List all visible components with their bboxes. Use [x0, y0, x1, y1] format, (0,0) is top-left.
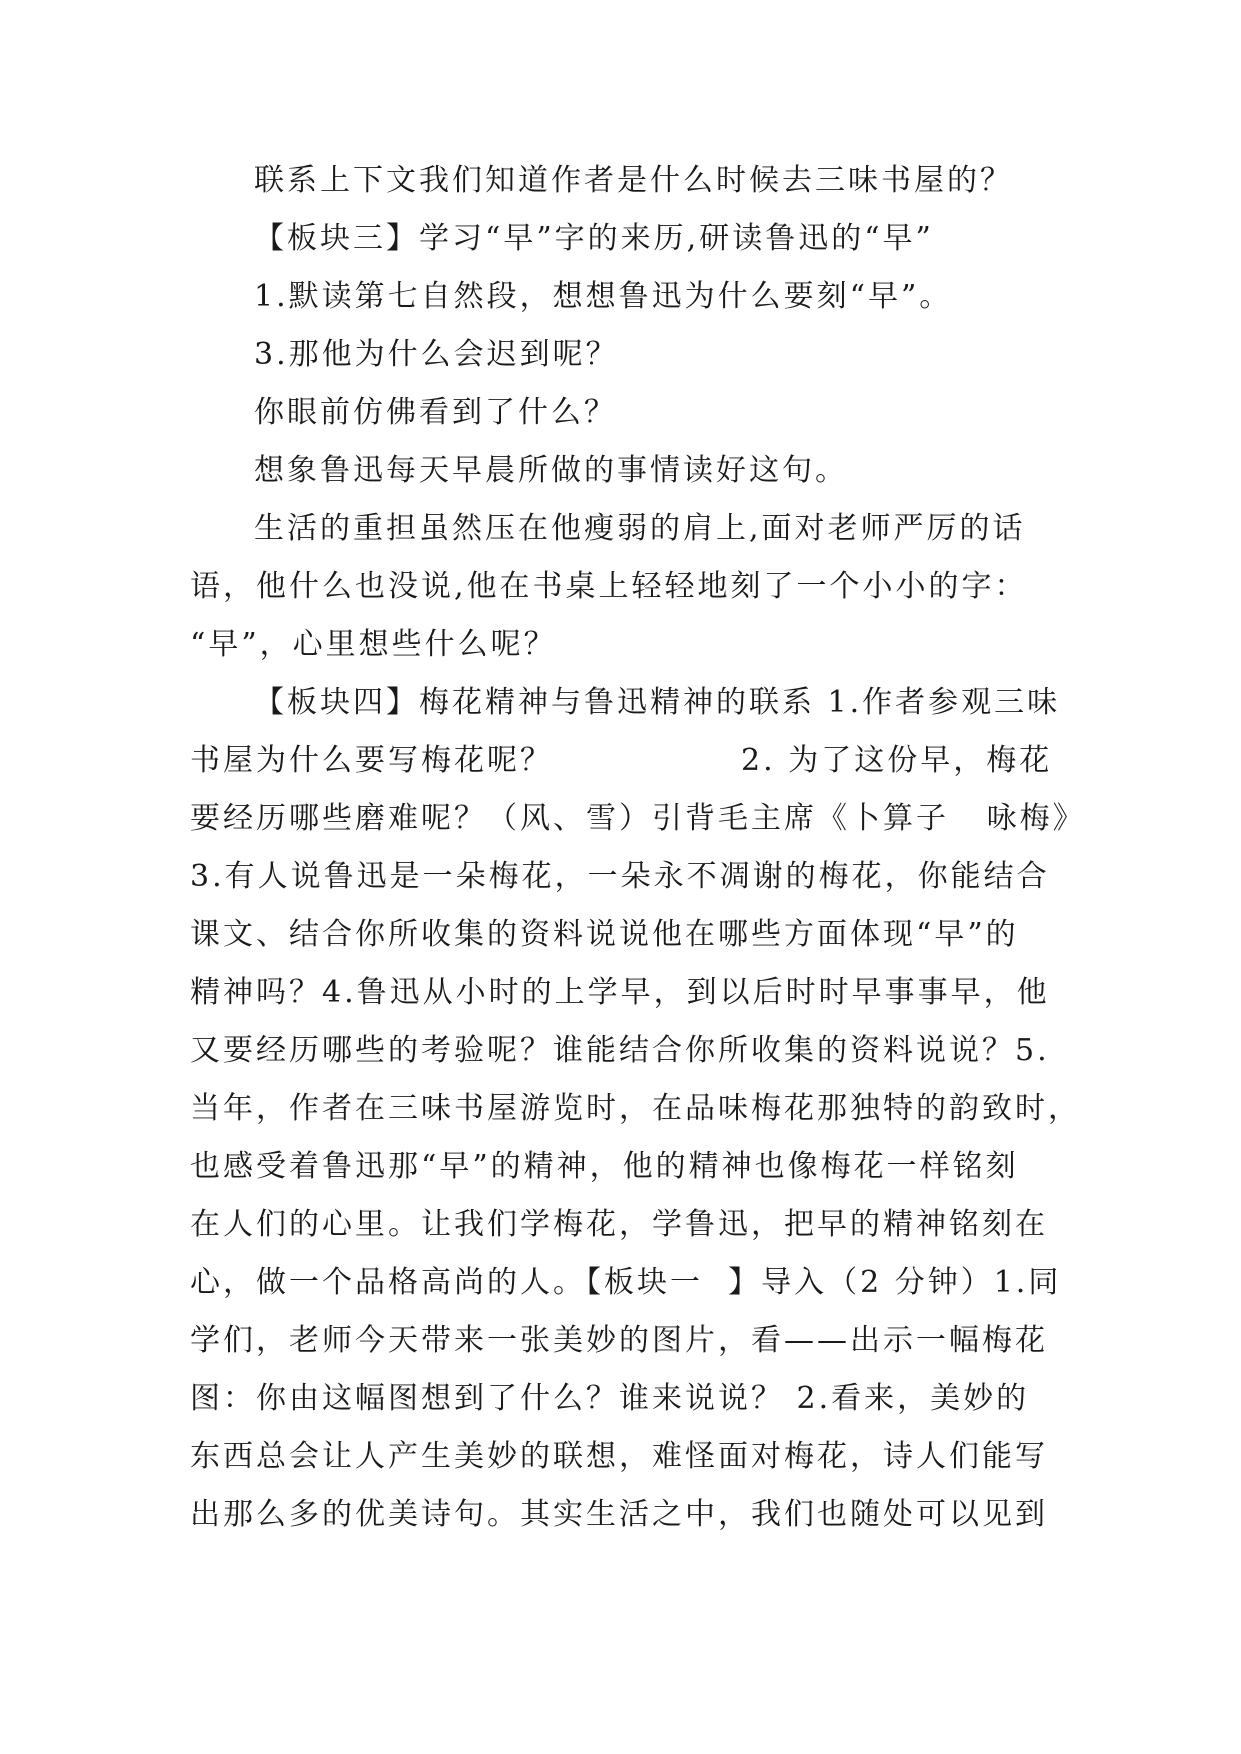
text-line: 语，他什么也没说,他在书桌上轻轻地刻了一个小小的字： [190, 569, 1028, 604]
text-line: 想象鲁迅每天早晨所做的事情读好这句。 [254, 453, 848, 488]
text-line: 当年，作者在三味书屋游览时，在品味梅花那独特的韵致时， [190, 1091, 1081, 1126]
text-line: 精神吗？4.鲁迅从小时的上学早，到以后时时早事事早，他 [190, 975, 1050, 1010]
text-line: 生活的重担虽然压在他瘦弱的肩上,面对老师严厉的话 [254, 511, 1026, 546]
text-line: 3.有人说鲁迅是一朵梅花，一朵永不凋谢的梅花，你能结合 [190, 859, 1050, 894]
text-line: 3.那他为什么会迟到呢？ [254, 337, 619, 372]
document-page [190, 152, 1086, 1544]
text-line: 书屋为什么要写梅花呢？ 2. 为了这份早，梅花 [190, 743, 1053, 778]
text-line: 又要经历哪些的考验呢？谁能结合你所收集的资料说说？5. [190, 1033, 1050, 1068]
text-line: 图：你由这幅图想到了什么？谁来说说？ 2.看来，美妙的 [190, 1381, 1030, 1416]
section-heading: 【板块四】梅花精神与鲁迅精神的联系 1.作者参观三味 [254, 685, 1061, 720]
text-line: 要经历哪些磨难呢？（风、雪）引背毛主席《卜算子 咏梅》 [190, 801, 1086, 836]
text-line: 1.默读第七自然段，想想鲁迅为什么要刻“早”。 [254, 279, 953, 314]
text-line: “早”，心里想些什么呢？ [190, 627, 557, 662]
text-line: 课文、结合你所收集的资料说说他在哪些方面体现“早”的 [190, 917, 1019, 952]
text-line: 也感受着鲁迅那“早”的精神，他的精神也像梅花一样铭刻 [190, 1149, 1019, 1184]
text-line: 你眼前仿佛看到了什么？ [254, 395, 617, 430]
text-line: 联系上下文我们知道作者是什么时候去三味书屋的？ [254, 163, 1013, 198]
text-line: 心，做一个品格高尚的人。【板块一 】导入（2 分钟）1.同 [190, 1265, 1062, 1300]
section-heading: 【板块三】学习“早”字的来历,研读鲁迅的“早” [254, 221, 934, 256]
text-line: 出那么多的优美诗句。其实生活之中，我们也随处可以见到 [190, 1497, 1048, 1532]
text-line: 东西总会让人产生美妙的联想，难怪面对梅花，诗人们能写 [190, 1439, 1048, 1474]
text-line: 学们，老师今天带来一张美妙的图片，看——出示一幅梅花 [190, 1323, 1048, 1358]
text-line: 在人们的心里。让我们学梅花，学鲁迅，把早的精神铭刻在 [190, 1207, 1048, 1242]
